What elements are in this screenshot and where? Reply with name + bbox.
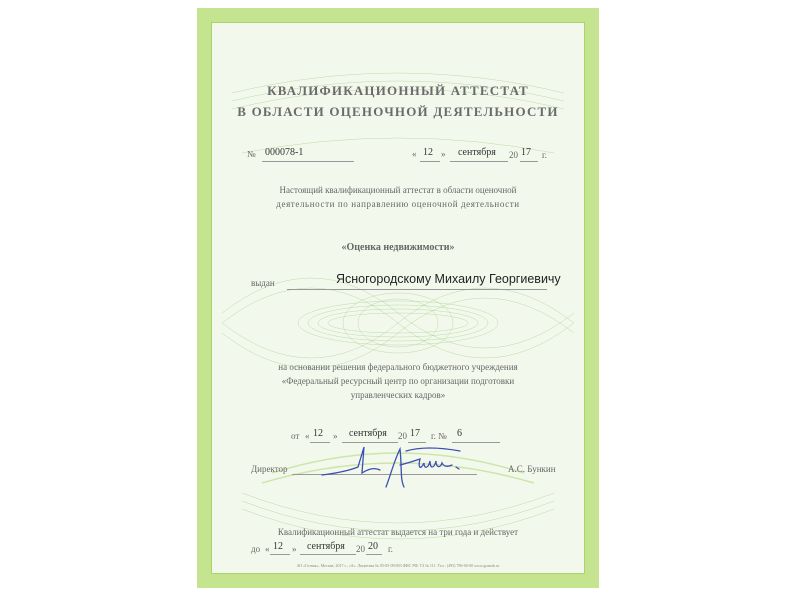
valid-until-year-suffix: 20: [368, 541, 378, 552]
number-underline: [262, 161, 354, 162]
certificate-number: 000078-1: [265, 147, 304, 158]
issued-to-label: выдан: [251, 278, 275, 288]
valid-until-month: сентября: [307, 541, 345, 552]
decision-month: сентября: [349, 428, 387, 439]
decision-from-label: от: [291, 431, 300, 441]
basis-line-3: управленческих кадров»: [350, 390, 446, 400]
valid-until-day: 12: [273, 541, 283, 552]
decision-year-suffix: 17: [410, 428, 420, 439]
printer-imprint: АО «Гознак», Москва, 2017 г., «А». Лицензия № 05-05-09/003 ФНС РФ. ТЗ № 111. Тел.: (495) 786-00-00 www.goznak.ru: [296, 563, 500, 568]
holder-name: Ясногородскому Михаилу Георгиевичу: [336, 272, 561, 286]
issue-month-underline: [450, 161, 508, 162]
decision-year-prefix: 20: [398, 431, 407, 441]
director-name: А.С. Бункин: [508, 464, 556, 474]
decision-quote-open: «: [305, 431, 310, 441]
valid-until-day-underline: [270, 554, 290, 555]
valid-until-quote-open: «: [265, 544, 270, 554]
valid-until-year-mark: г.: [388, 544, 393, 554]
decision-number-label: г. №: [431, 431, 447, 441]
issue-year-prefix: 20: [509, 150, 518, 160]
valid-until-year-prefix: 20: [356, 544, 365, 554]
issue-quote-open: «: [412, 149, 417, 159]
issue-year-suffix: 17: [521, 147, 531, 158]
decision-quote-close: »: [333, 431, 338, 441]
title-line-1: КВАЛИФИКАЦИОННЫЙ АТТЕСТАТ: [267, 83, 529, 98]
decision-number: 6: [457, 428, 462, 439]
certificate-frame: [197, 8, 599, 588]
issue-day: 12: [423, 147, 433, 158]
director-label: Директор: [251, 464, 288, 474]
direction-title: «Оценка недвижимости»: [341, 242, 455, 253]
issue-year-underline: [520, 161, 538, 162]
intro-line-2: деятельности по направлению оценочной деятельности: [276, 199, 520, 209]
valid-until-quote-close: »: [292, 544, 297, 554]
title-line-2: В ОБЛАСТИ ОЦЕНОЧНОЙ ДЕЯТЕЛЬНОСТИ: [237, 104, 559, 119]
valid-until-month-underline: [300, 554, 356, 555]
issue-quote-close: »: [441, 149, 446, 159]
holder-underline: [287, 289, 547, 290]
director-signature: [320, 437, 470, 497]
issue-year-mark: г.: [542, 150, 547, 160]
decision-day: 12: [313, 428, 323, 439]
intro-line-1: Настоящий квалификационный аттестат в области оценочной: [279, 185, 517, 195]
valid-until-year-underline: [366, 554, 382, 555]
basis-line-1: на основании решения федерального бюджетного учреждения: [278, 362, 518, 372]
basis-line-2: «Федеральный ресурсный центр по организации подготовки: [281, 376, 515, 386]
issue-day-underline: [420, 161, 440, 162]
issue-month: сентября: [458, 147, 496, 158]
valid-until-label: до: [251, 544, 261, 554]
certificate-paper: [211, 22, 585, 574]
number-prefix: №: [247, 149, 256, 159]
validity-line: Квалификационный аттестат выдается на три года и действует: [277, 527, 519, 537]
